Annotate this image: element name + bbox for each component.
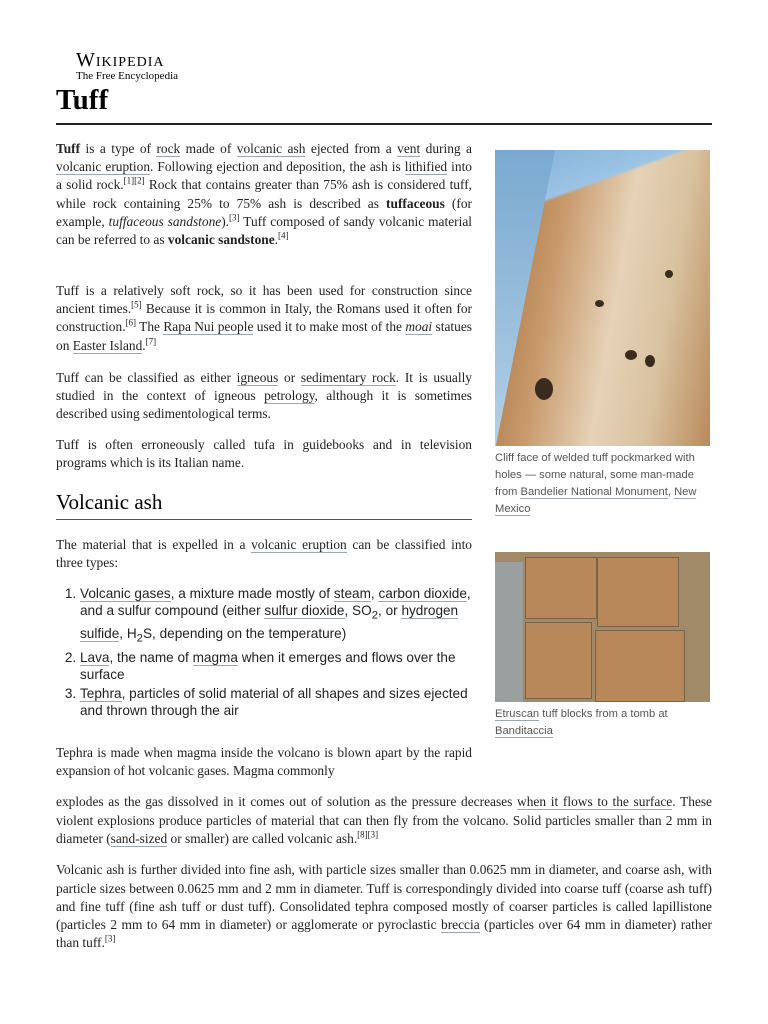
page-title: Tuff [56, 84, 109, 116]
section-heading-volcanic-ash: Volcanic ash [56, 490, 163, 514]
link-sedimentary-rock[interactable]: sedimentary rock [300, 370, 396, 385]
link-bandelier[interactable]: Bandelier National Monument [520, 486, 668, 498]
link-tephra[interactable]: Tephra [80, 686, 122, 702]
figure-caption: Cliff face of welded tuff pockmarked with holes — some natural, some man-made from Bandelier National Monument, New Mexico [495, 452, 697, 515]
citation[interactable]: [5] [131, 299, 142, 310]
tuff-block [595, 630, 685, 702]
citation[interactable]: [8][3] [357, 829, 379, 840]
section-paragraph-1: The material that is expelled in a volcanic eruption can be classified into three types: [56, 537, 472, 571]
link-etruscan[interactable]: Etruscan [495, 708, 540, 720]
link-volcanic-eruption[interactable]: volcanic eruption [251, 537, 347, 552]
cliff-hole [625, 350, 637, 360]
title-divider [56, 123, 712, 125]
cliff-hole [535, 378, 553, 400]
link-rapa-nui-people[interactable]: Rapa Nui people [163, 319, 254, 335]
section-paragraph-3: Volcanic ash is further divided into fine ash, with particle sizes smaller than 0.0625 mm in diameter, and coarse ash, with particle sizes between 0.0625 mm and 2 mm in diameter. Tuff is correspondingly divided into coarse tuff (coarse ash tuff) and fine tuff (fine ash tuff or dust tuff). Consolidated tephra composed mostly of coarser particles is called lapillistone (particles 2 mm to 64 mm in diameter) or agglomerate or pyroclastic breccia (particles over 64 mm in diameter) rather than tuff.[3] [56, 862, 712, 951]
link-sand-sized[interactable]: sand-sized [110, 830, 168, 846]
tuff-block [597, 557, 679, 627]
link-flow[interactable]: when it flows to the surface [517, 794, 673, 810]
link-magma[interactable]: magma [192, 650, 238, 666]
cliff-hole [595, 300, 604, 307]
citation[interactable]: [3] [229, 212, 240, 223]
link-lithified[interactable]: lithified [404, 159, 448, 175]
stone-edge [495, 562, 523, 702]
link-vent[interactable]: vent [397, 141, 421, 156]
link-moai[interactable]: moai [405, 319, 433, 335]
sky-region [495, 150, 555, 446]
intro-paragraph-4: Tuff is often erroneously called tufa in guidebooks and in television programs which is its Italian name. [56, 437, 472, 471]
citation[interactable]: [7] [145, 336, 157, 347]
citation[interactable]: [1][2] [123, 175, 145, 186]
link-petrology[interactable]: petrology [264, 388, 315, 404]
tuff-blocks-image[interactable] [495, 552, 710, 702]
citation[interactable]: [4] [278, 230, 289, 241]
citation[interactable]: [3] [104, 933, 116, 944]
cliff-hole [665, 270, 673, 278]
link-steam[interactable]: steam [333, 586, 371, 601]
wikipedia-logo[interactable] [76, 50, 178, 82]
link-easter-island[interactable]: Easter Island [72, 337, 143, 353]
logo-wordmark: Wikipedia [76, 49, 165, 71]
list-item: 1. Volcanic gases, a mixture made mostly of steam, carbon dioxide, and a sulfur compound (either sulfur dioxide, $SO_2$, or hydrogen sulfide, $H_2S$, depending on the temperature) [80, 585, 472, 647]
link-volcanic-ash[interactable]: volcanic ash [236, 141, 306, 156]
link-volcanic-eruption[interactable]: volcanic eruption [56, 159, 151, 175]
link-carbon-dioxide[interactable]: carbon dioxide [378, 586, 467, 601]
link-lava[interactable]: Lava [80, 650, 110, 666]
link-banditaccia[interactable]: Banditaccia [495, 725, 553, 737]
intro-paragraph-2: Tuff is a relatively soft rock, so it has been used for construction since ancient times.[5] Because it is common in Italy, the Romans used it often for construction.[6] The Rapa Nui people used it to make most of the moai statues on Easter Island.[7] [56, 283, 473, 353]
link-new-mexico[interactable]: New Mexico [495, 486, 697, 515]
citation[interactable]: [6] [125, 317, 137, 328]
figure-caption: Etruscan tuff blocks from a tomb at Banditaccia [495, 708, 668, 737]
list-item: 2. Lava, the name of magma when it emerges and flows over the surface [80, 649, 472, 683]
figure-tuff-cliff [495, 150, 710, 518]
intro-paragraph-3: Tuff can be classified as either igneous or sedimentary rock. It is usually studied in the context of igneous petrology, although it is sometimes described using sedimentological terms. [56, 370, 473, 422]
cliff-hole [645, 355, 655, 367]
figure-tuff-blocks [495, 552, 710, 740]
intro-paragraph-1: Tuff is a type of rock made of volcanic ash ejected from a vent during a volcanic eruption. Following ejection and deposition, the ash is lithified into a solid rock.[1][2] Rock that contains greater than 75% ash is considered tuff, while rock containing 25% to 75% ash is described as tuffaceous (for example, tuffaceous sandstone).[3] Tuff composed of sandy volcanic material can be referred to as volcanic sandstone.[4] [56, 141, 473, 248]
eruption-material-list [56, 585, 472, 721]
link-volcanic-gases[interactable]: Volcanic gases [80, 586, 171, 601]
link-sulfur-dioxide[interactable]: sulfur dioxide [264, 603, 345, 618]
section-paragraph-2b: explodes as the gas dissolved in it comes out of solution as the pressure decreases when it flows to the surface. These violent explosions produce particles of material that can then fly from the volcano. Solid particles smaller than 2 mm in diameter (sand-sized or smaller) are called volcanic ash.[8][3] [56, 794, 712, 846]
tuff-block [525, 557, 597, 619]
tuff-cliff-image[interactable] [495, 150, 710, 446]
link-igneous[interactable]: igneous [236, 370, 279, 385]
tuff-block [525, 622, 592, 699]
section-paragraph-2a: Tephra is made when magma inside the volcano is blown apart by the rapid expansion of hot volcanic gases. Magma commonly [56, 745, 472, 779]
link-rock[interactable]: rock [156, 141, 181, 156]
link-breccia[interactable]: breccia [441, 917, 480, 932]
list-item: 3. Tephra, particles of solid material of all shapes and sizes ejected and thrown through the air [80, 685, 472, 719]
section-divider [56, 519, 472, 520]
logo-tagline: The Free Encyclopedia [76, 70, 179, 82]
link-hydrogen-sulfide[interactable]: hydrogen sulfide [80, 603, 459, 641]
